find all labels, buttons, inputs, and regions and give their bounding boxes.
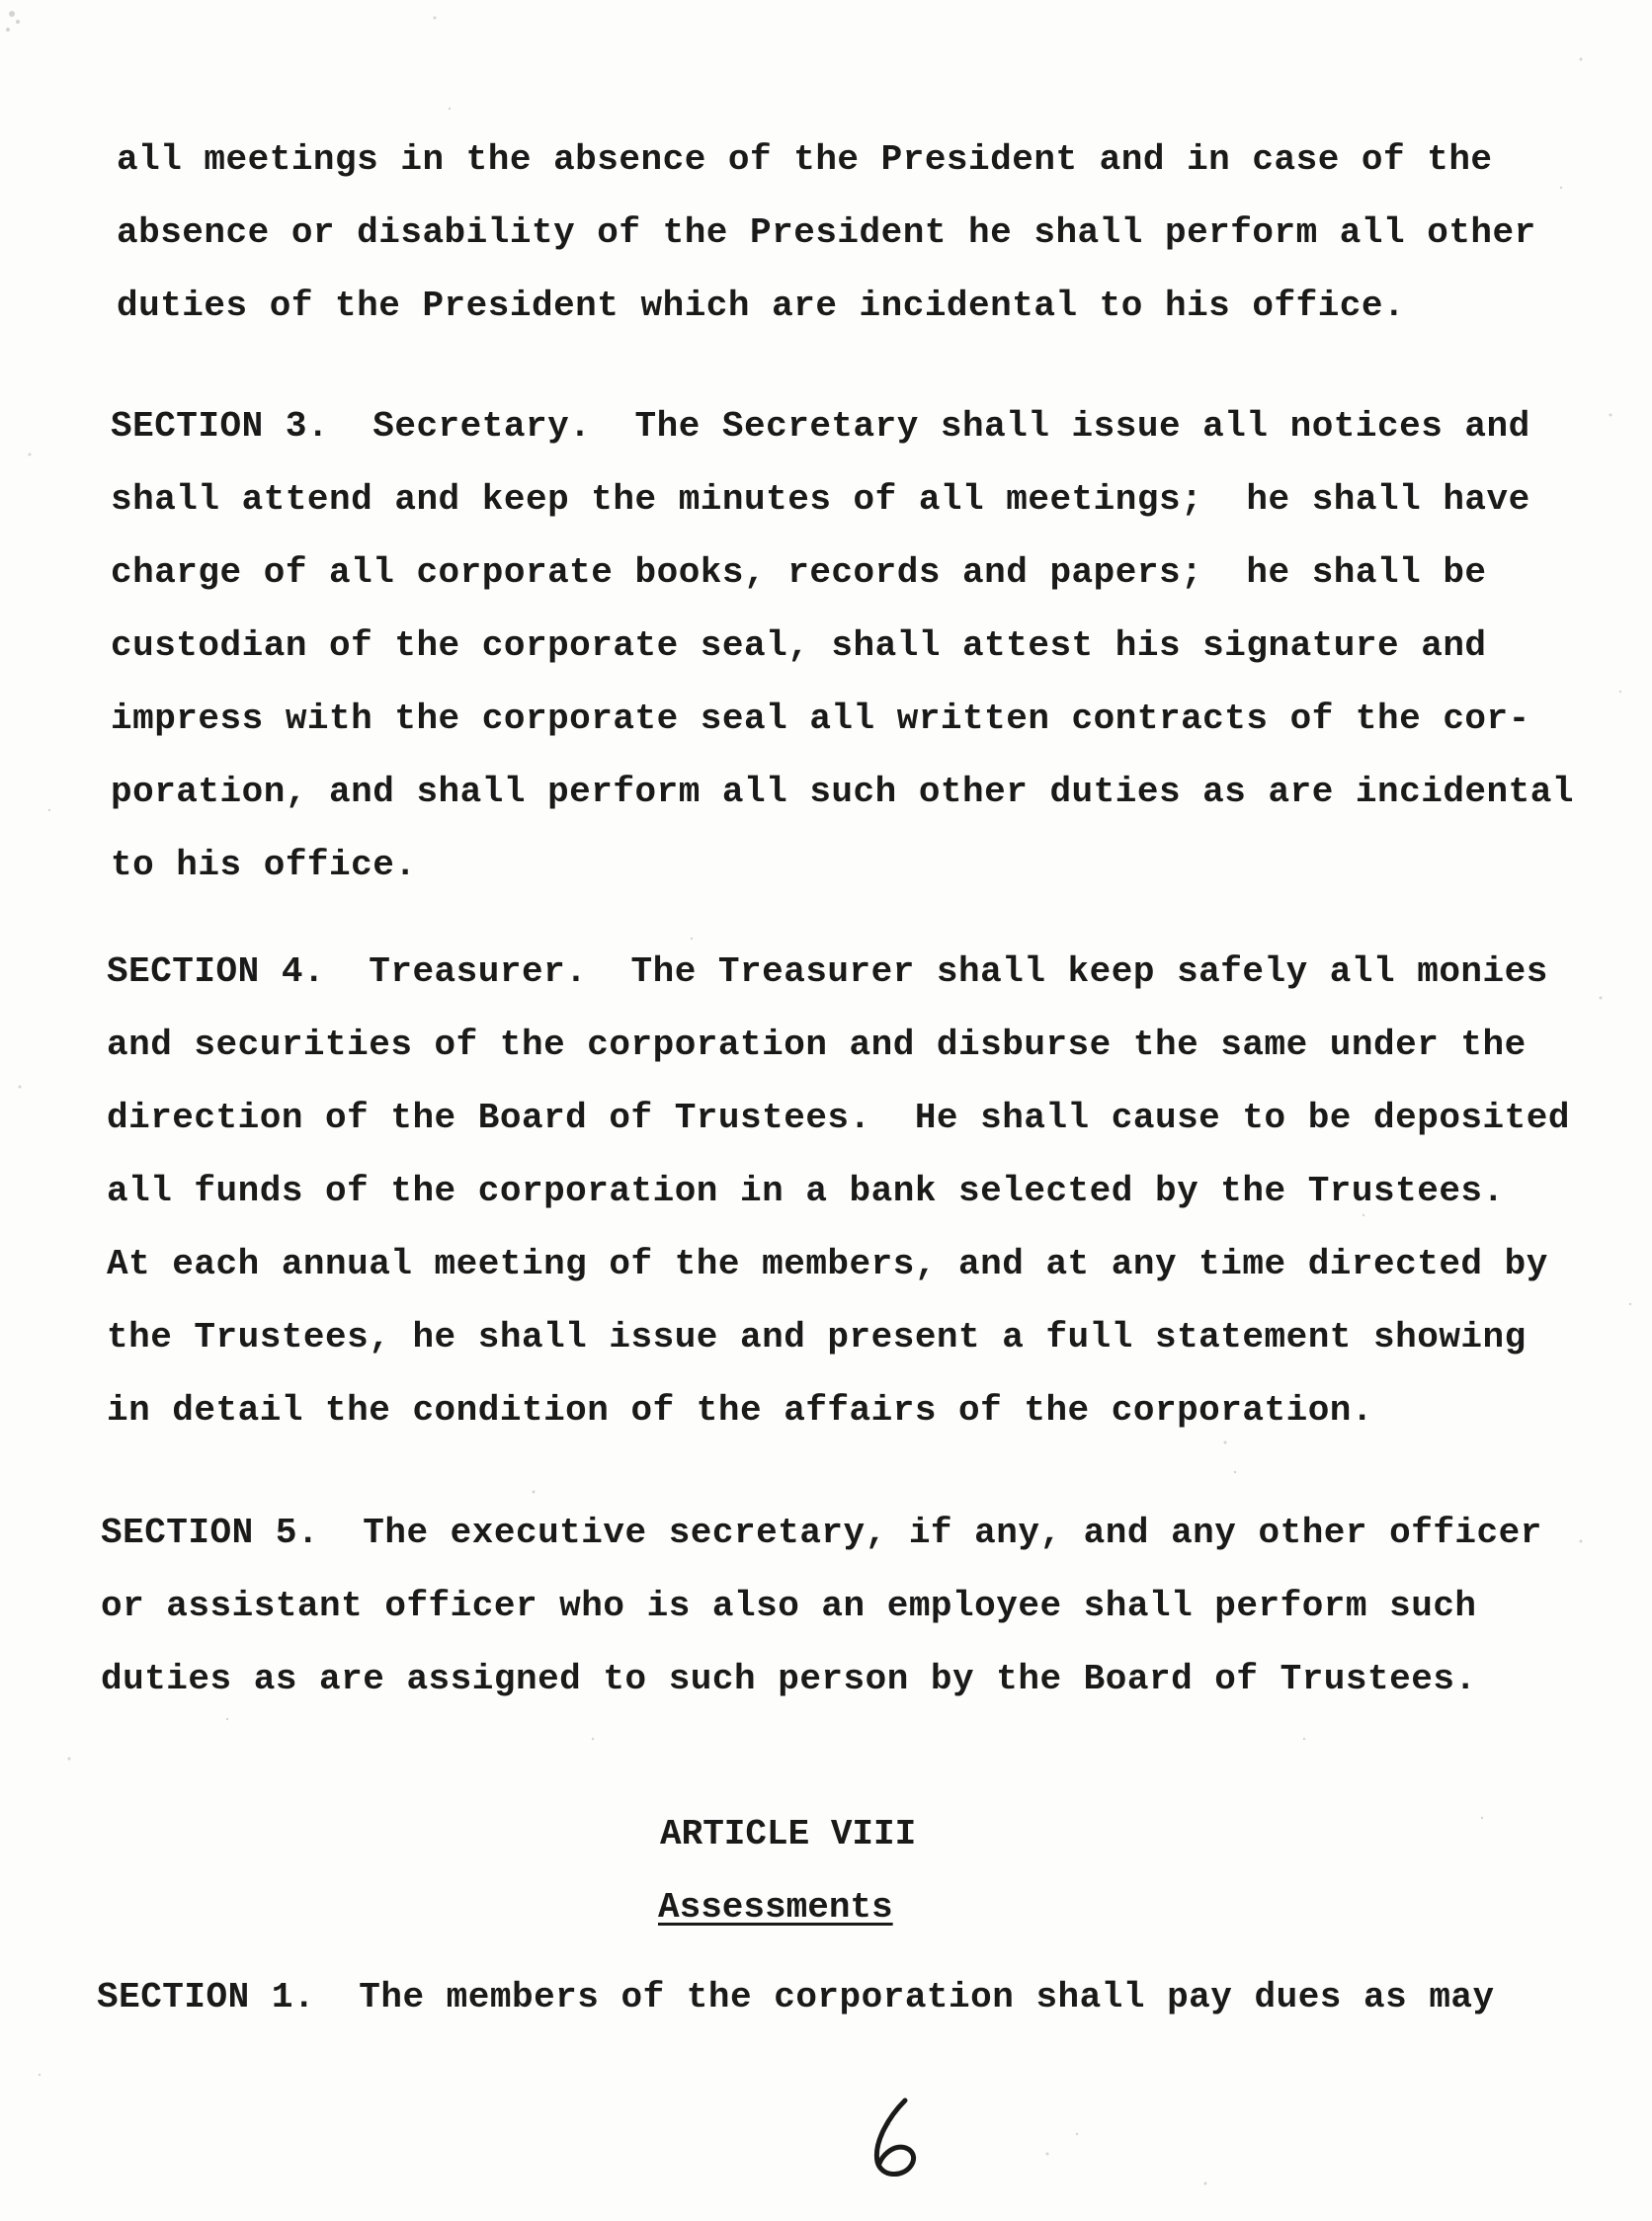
page-number xyxy=(860,2095,939,2183)
article-title: Assessments xyxy=(658,1887,893,1928)
text-line: in detail the condition of the affairs of the corporation. xyxy=(107,1390,1374,1431)
text-line: to his office. xyxy=(111,845,417,885)
text-line: SECTION 4. Treasurer. The Treasurer shall keep safely all monies xyxy=(107,951,1548,992)
text-line: shall attend and keep the minutes of all meetings; he shall have xyxy=(111,479,1530,520)
handwritten-page-number-icon xyxy=(860,2095,939,2183)
text-line: absence or disability of the President he shall perform all other xyxy=(117,212,1536,253)
text-line: or assistant officer who is also an employee shall perform such xyxy=(101,1586,1477,1626)
text-line: SECTION 3. Secretary. The Secretary shall issue all notices and xyxy=(111,406,1530,447)
text-line: SECTION 5. The executive secretary, if any, and any other officer xyxy=(101,1513,1542,1553)
text-line: impress with the corporate seal all written contracts of the cor- xyxy=(111,699,1530,739)
paragraph-article-8-section-1 xyxy=(97,1976,1495,2098)
paragraph-continuation xyxy=(117,138,1536,341)
paragraph-section-5 xyxy=(101,1512,1542,1714)
text-line: direction of the Board of Trustees. He shall cause to be deposited xyxy=(107,1098,1570,1138)
paragraph-section-4 xyxy=(107,950,1570,1431)
text-line: and securities of the corporation and disburse the same under the xyxy=(107,1025,1527,1065)
text-line: all meetings in the absence of the President and in case of the xyxy=(117,139,1493,180)
text-line: custodian of the corporate seal, shall attest his signature and xyxy=(111,625,1487,666)
text-line: all funds of the corporation in a bank selected by the Trustees. xyxy=(107,1171,1505,1211)
text-line: duties of the President which are incidental to his office. xyxy=(117,286,1406,326)
text-line: SECTION 1. The members of the corporation shall pay dues as may xyxy=(97,1977,1495,2017)
article-number: ARTICLE VIII xyxy=(660,1814,917,1854)
paragraph-section-3 xyxy=(111,405,1574,885)
text-line: duties as are assigned to such person by the Board of Trustees. xyxy=(101,1659,1477,1699)
text-line: charge of all corporate books, records and papers; he shall be xyxy=(111,552,1487,593)
text-line: poration, and shall perform all such other duties as are incidental xyxy=(111,772,1574,812)
text-line: the Trustees, he shall issue and present a full statement showing xyxy=(107,1317,1527,1357)
text-line: At each annual meeting of the members, and at any time directed by xyxy=(107,1244,1548,1284)
